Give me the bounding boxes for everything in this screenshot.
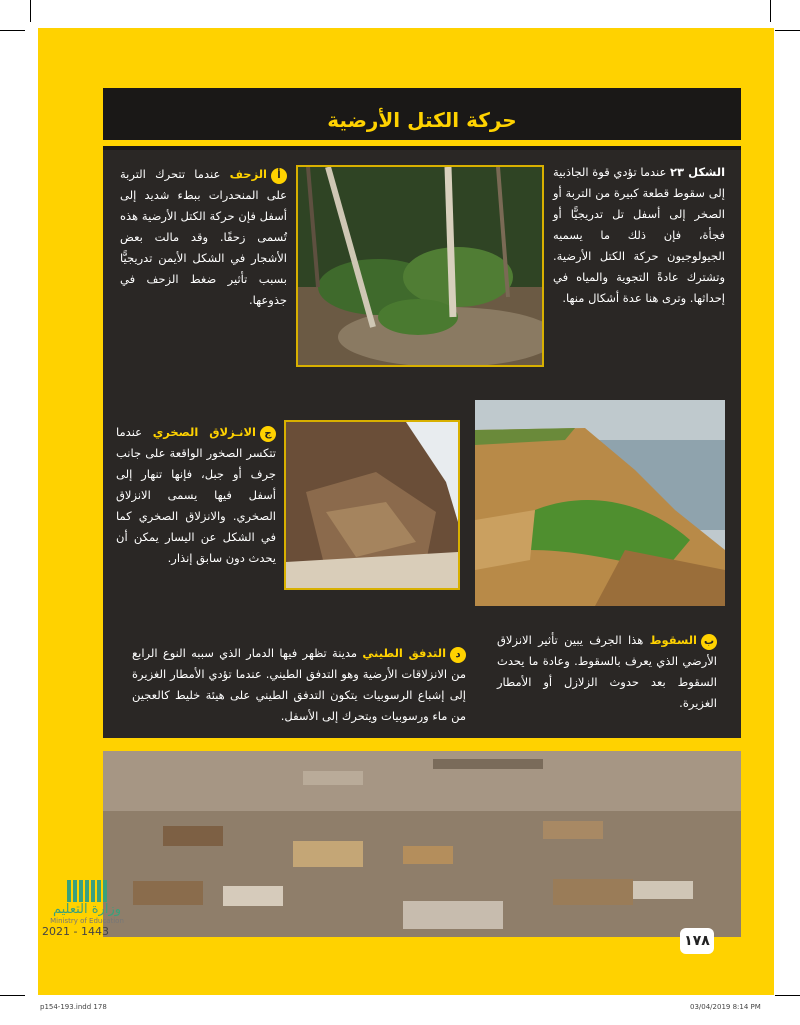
section-text: هذا الجرف يبين تأثير الانزلاق الأرضي الذي يعرف بالسقوط. وعادة ما يحدث السقوط بعد حدوث الزلازل أو الأمطار الغزيرة.	[497, 633, 717, 710]
section-term: الانـزلاق الصخري	[152, 425, 256, 439]
section-badge: أ	[271, 168, 287, 184]
section-creep	[120, 164, 287, 311]
logo-year: 2021 - 1443	[42, 925, 109, 938]
section-fall	[497, 630, 717, 714]
crop-mark	[30, 0, 31, 22]
logo-mark	[67, 880, 107, 902]
section-term: الزحف	[229, 167, 267, 181]
mudflow-photo	[103, 751, 741, 937]
crop-mark	[0, 995, 25, 996]
figure-intro-text: عندما تؤدي قوة الجاذبية إلى سقوط قطعة كبيرة من التربة أو الصخر إلى أسفل تل تدريجيًّا أو فجأة، فإن ذلك ما يسميه الجيولوجيون حركة الكتل الأرضية. وتشترك عادةً التجوية والمياه في إحداثها. وترى هنا عدة أشكال منها.	[553, 165, 725, 305]
rockslide-photo	[284, 420, 460, 590]
figure-intro	[553, 162, 725, 309]
fall-photo	[475, 400, 725, 606]
section-mudflow	[132, 643, 466, 727]
section-term: السقوط	[649, 633, 697, 647]
section-text: عندما تتحرك التربة على المنحدرات ببطء شديد إلى أسفل فإن حركة الكتل الأرضية هذه تُسمى زحفًا. وقد مالت بعض الأشجار في الشكل الأيمن تدريجيًّا بسبب تأثير ضغط الزحف في جذوعها.	[120, 167, 287, 307]
figure-label: الشكل ٢٣	[670, 165, 726, 179]
section-badge: ب	[701, 634, 717, 650]
page-number: ١٧٨	[680, 928, 714, 954]
section-badge: ج	[260, 426, 276, 442]
section-rockslide	[116, 422, 276, 569]
logo-name-en: Ministry of Education	[50, 917, 124, 925]
section-badge: د	[450, 647, 466, 663]
creep-photo	[296, 165, 544, 367]
section-term: التدفق الطيني	[362, 646, 447, 660]
section-text: عندما تتكسر الصخور الواقعة على جانب جرف أو جبل، فإنها تنهار إلى أسفل فيها يسمى الانزلاق الصخري. والانزلاق الصخري كما في الشكل عن اليسار يمكن أن يحدث دون سابق إنذار.	[116, 425, 276, 565]
crop-mark	[775, 30, 800, 31]
crop-mark	[0, 30, 25, 31]
logo-name-ar: وزارة التعليم	[52, 902, 122, 917]
title-underline	[103, 140, 741, 146]
footer-datetime: 03/04/2019 8:14 PM	[690, 1003, 761, 1011]
crop-mark	[775, 995, 800, 996]
ministry-logo	[42, 880, 132, 938]
footer-file: p154-193.indd 178	[40, 1003, 107, 1011]
section-text: مدينة تظهر فيها الدمار الذي سببه النوع الرابع من الانزلاقات الأرضية وهو التدفق الطيني. عندما تؤدي الأمطار الغزيرة إلى إشباع الرسوبيات يتكون التدفق الطيني على هيئة خليط كالعجين من ماء ورسوبيات ويتحرك إلى الأسفل.	[132, 646, 466, 723]
crop-mark	[770, 0, 771, 22]
page-title: حركة الكتل الأرضية	[327, 108, 517, 132]
